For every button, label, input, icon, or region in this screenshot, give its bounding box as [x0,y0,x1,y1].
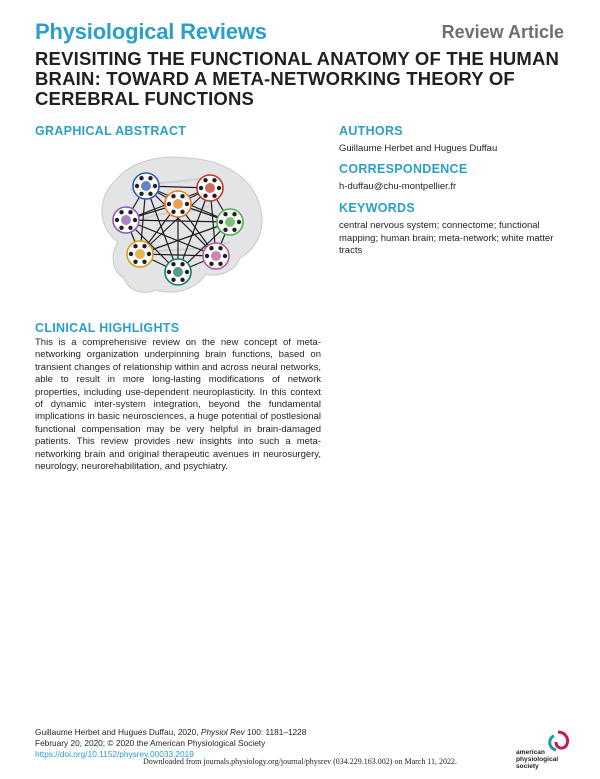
journal-name: Physiological Reviews [35,19,267,44]
correspondence-heading: CORRESPONDENCE [339,162,468,176]
authors-names: Guillaume Herbet and Hugues Duffau [339,143,498,154]
citation-authors: Guillaume Herbet and Hugues Duffau, 2020, [35,727,199,737]
network-hub [165,259,191,285]
network-hub [113,207,139,233]
keywords-heading: KEYWORDS [339,201,416,215]
graphical-abstract-figure [90,150,270,300]
authors-heading: AUTHORS [339,124,403,138]
network-hub [165,191,191,217]
correspondence-email-link[interactable]: h-duffau@chu-montpellier.fr [339,181,457,192]
graphical-abstract-heading: GRAPHICAL ABSTRACT [35,124,187,138]
clinical-highlights-text: This is a comprehensive review on the new concept of meta-networking organization underpinning brain functions, based on transient changes of relationship within and across neural networks, able to result in more long-lasting modifications of network properties, including use-dependent neuroplasticity. In this context of dynamic inter-system integration, beyond the fundamental implications in basic neurosciences, a huge potential of postlesional functional compensation may be very helpful in brain-damaged patients. This review provides new insights into such a meta-networking brain and original therapeutic avenues in neurosurgery, neurology, neurorehabilitation, and psychiatry. [35,337,321,473]
citation-line [35,727,306,738]
keywords-list: central nervous system; connectome; functional mapping; human brain; meta-network; white matter tracts [339,220,554,256]
citation-volume: 100: 1181–1228 [247,727,307,737]
network-hub [127,241,153,267]
citation-journal: Physiol Rev [200,727,245,737]
aps-logo-text: american physiological society [516,749,559,771]
network-hub [217,209,243,235]
clinical-highlights-heading: CLINICAL HIGHLIGHTS [35,321,180,335]
citation-block [35,727,306,760]
download-note: Downloaded from journals.physiology.org/journal/physrev (034.229.163.002) on March 11, 2022. [142,757,458,766]
network-hub [203,243,229,269]
network-hub [197,175,223,201]
citation-dates: February 20, 2020; © 2020 the American Physiological Society [35,738,266,748]
article-title: REVISITING THE FUNCTIONAL ANATOMY OF THE HUMAN BRAIN: TOWARD A META-NETWORKING THEORY OF CEREBRAL FUNCTIONS [35,48,560,109]
network-hub [133,173,159,199]
article-type: Review Article [441,22,564,42]
doi-link[interactable]: https://doi.org/10.1152/physrev.00033.2019 [35,749,194,759]
